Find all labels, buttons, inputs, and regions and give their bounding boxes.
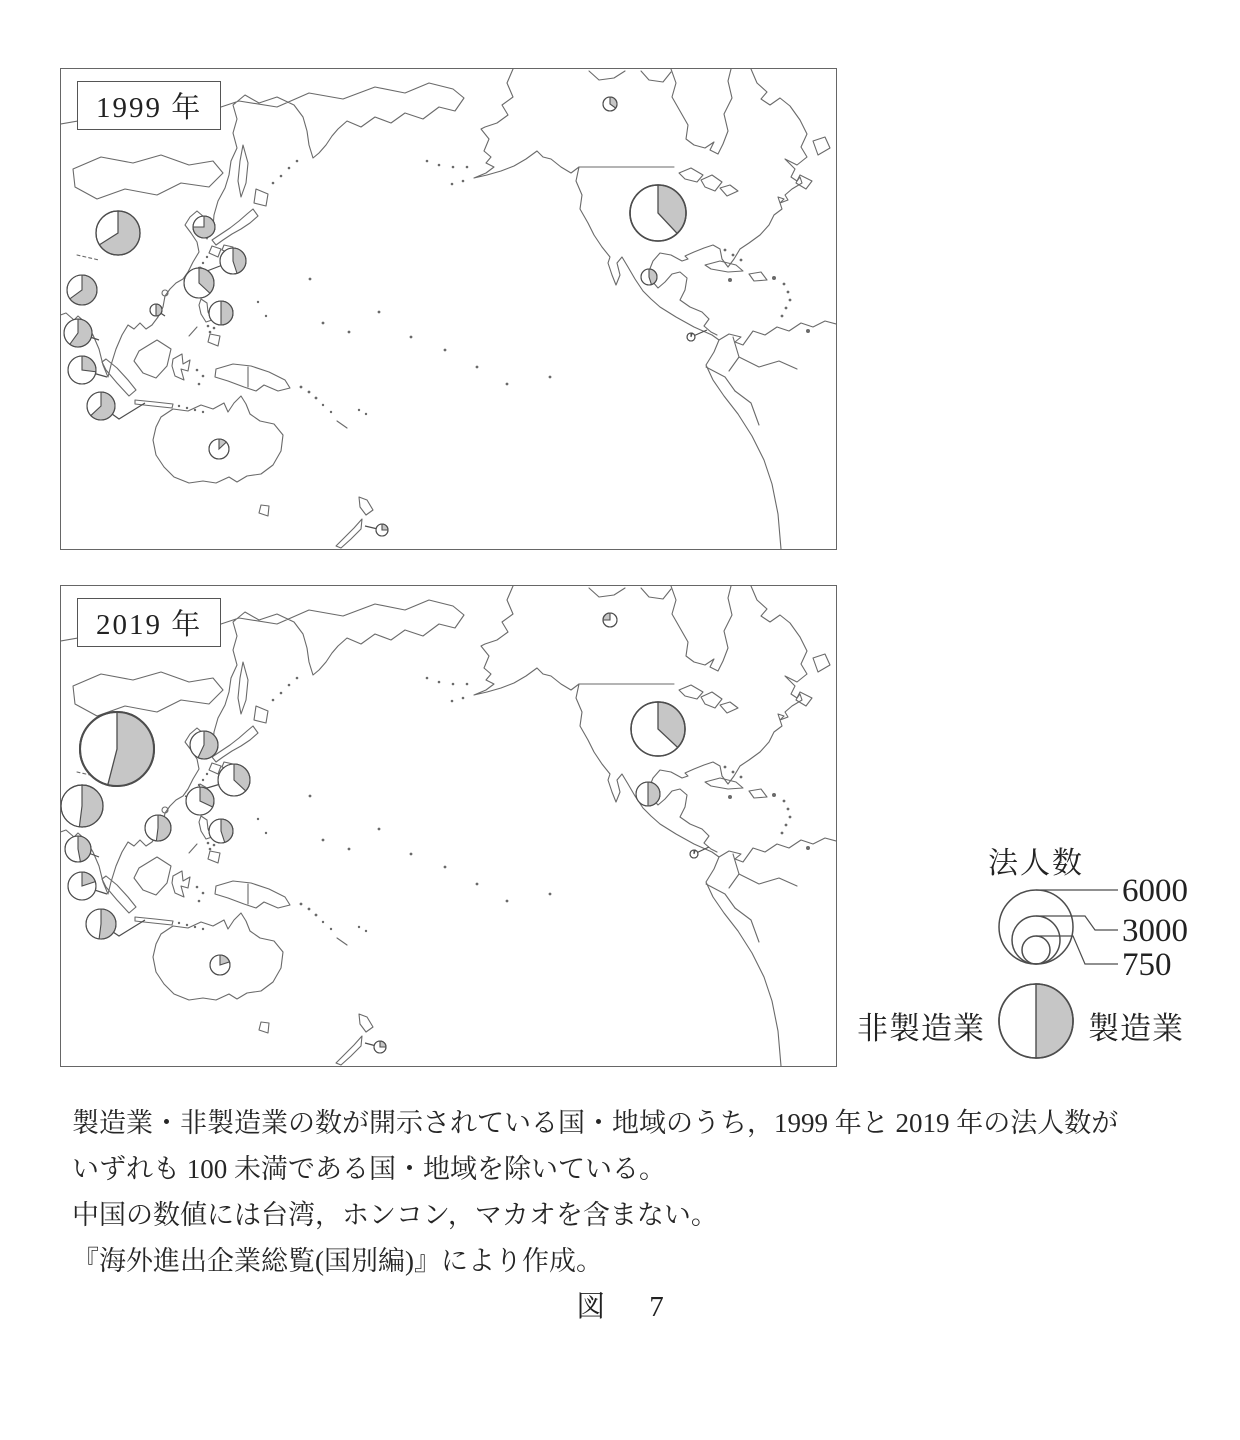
year-label-1999: 1999 年	[77, 81, 221, 130]
map-2019-svg	[61, 586, 836, 1066]
pie-united-states	[630, 185, 686, 241]
pie-panama	[690, 850, 698, 858]
pie-south-korea	[193, 216, 215, 238]
pie-singapore	[68, 872, 96, 900]
legend-size-tick-750: 750	[1122, 947, 1172, 983]
pie-singapore	[68, 356, 96, 384]
pie-indonesia	[86, 909, 116, 939]
map-2019-panel	[60, 585, 837, 1067]
pie-mexico	[641, 269, 657, 285]
figure-number: 7	[649, 1291, 664, 1323]
pie-china	[80, 712, 154, 786]
pie-south-korea	[190, 731, 218, 759]
caption	[72, 1100, 1202, 1284]
figure-label: 図	[576, 1291, 606, 1323]
pie-hong-kong	[186, 787, 214, 815]
figure-number-line	[0, 1284, 1240, 1325]
pie-thailand	[61, 785, 103, 827]
caption-line-3: 中国の数値には台湾，ホンコン，マカオを含まない。	[72, 1200, 718, 1230]
pie-china	[96, 211, 140, 255]
pie-vietnam	[150, 304, 162, 316]
legend-size-tick-6000: 6000	[1122, 873, 1188, 909]
pie-mexico	[636, 782, 660, 806]
pie-new-zealand	[374, 1041, 386, 1053]
legend-size-tick-3000: 3000	[1122, 913, 1188, 949]
pie-indonesia	[87, 392, 115, 420]
pie-philippines	[209, 819, 233, 843]
legend-size-title: 法人数	[988, 847, 1084, 880]
caption-line-4: 『海外進出企業総覧(国別編)』により作成。	[72, 1246, 603, 1276]
pie-taiwan	[218, 764, 250, 796]
pie-canada	[603, 97, 617, 111]
map-1999-panel	[60, 68, 837, 550]
legend	[845, 838, 1215, 1073]
pie-australia	[210, 955, 230, 975]
legend-manufacturing-label: 製造業	[1088, 1011, 1184, 1046]
pie-new-zealand	[376, 524, 388, 536]
pie-malaysia	[64, 319, 92, 347]
pie-canada	[603, 613, 617, 627]
pie-philippines	[209, 301, 233, 325]
pie-hong-kong	[184, 268, 214, 298]
pie-panama	[687, 333, 695, 341]
pie-australia	[209, 439, 229, 459]
pie-thailand	[67, 275, 97, 305]
year-label-2019: 2019 年	[77, 598, 221, 647]
legend-nonmanufacturing-label: 非製造業	[857, 1011, 985, 1046]
pie-vietnam	[145, 815, 171, 841]
pie-united-states	[631, 702, 685, 756]
caption-line-2: いずれも 100 未満である国・地域を除いている。	[72, 1154, 666, 1184]
caption-line-1: 製造業・非製造業の数が開示されている国・地域のうち，1999 年と 2019 年の法人数が	[72, 1108, 1119, 1138]
pie-malaysia	[65, 836, 91, 862]
map-1999-svg	[61, 69, 836, 549]
pie-taiwan	[220, 248, 246, 274]
